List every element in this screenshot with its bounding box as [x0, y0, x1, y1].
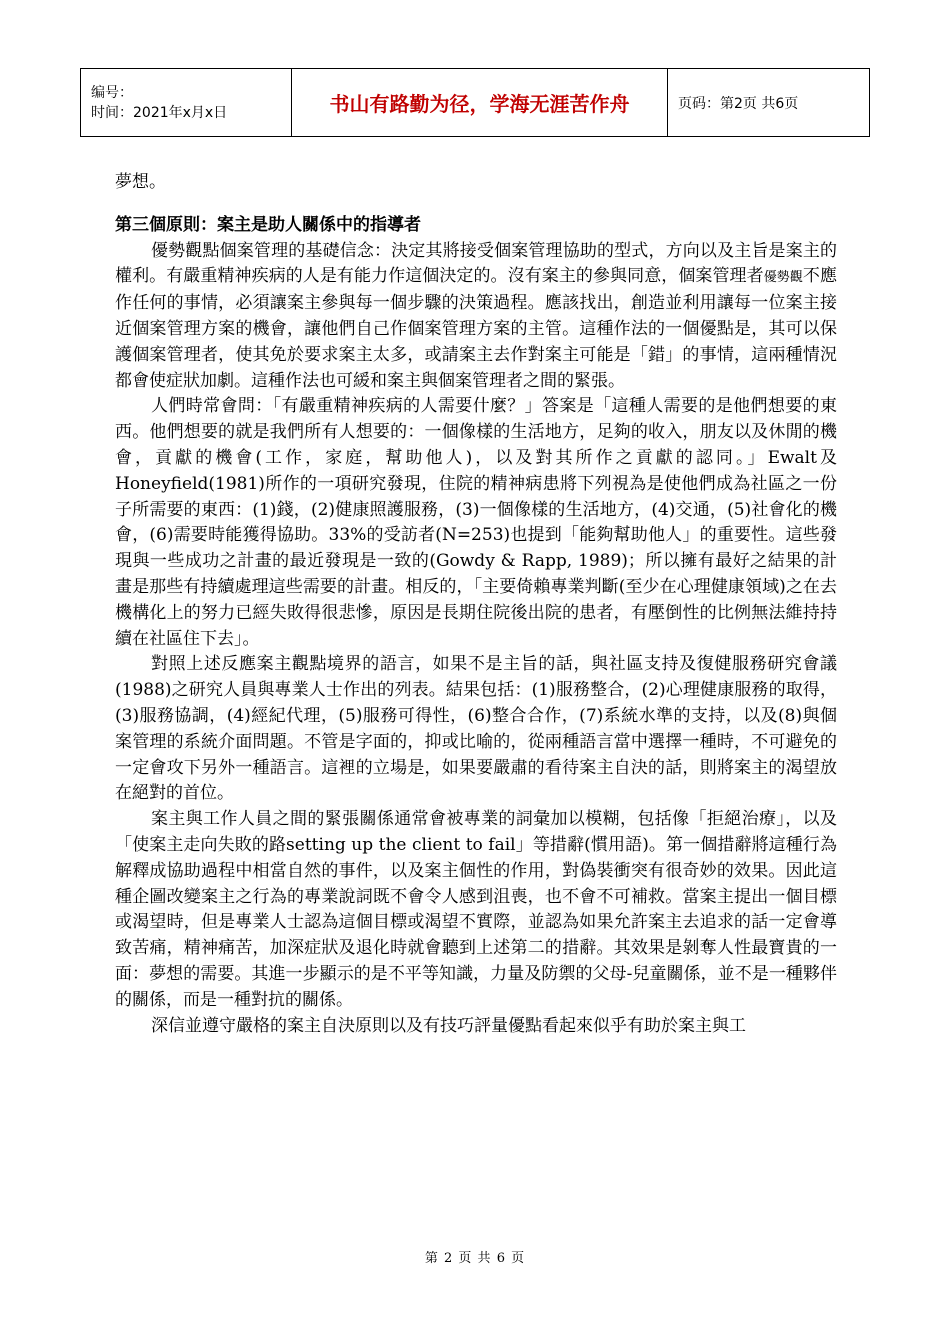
document-number: 编号：: [91, 84, 133, 101]
page-footer: 第 2 页 共 6 页: [424, 1251, 526, 1266]
paragraph: 人們時常會問：「有嚴重精神疾病的人需要什麼？」答案是「這種人需要的是他們想要的東西。他們想要的就是我們所有人想要的：一個像樣的生活地方，足夠的收入，朋友以及休閒的機會，貢獻的機會(工作，家庭，幫助他人)，以及對其所作之貢獻的認同。」Ewalt及Honeyfield(1981)所作的一項研究發現，住院的精神病患將下列視為是使他們成為社區之一份子所需要的東西：(1)錢，(2)健康照護服務，(3)一個像樣的生活地方，(4)交通，(5)社會化的機會，(6)需要時能獲得協助。33%的受訪者(N=253)也提到「能夠幫助他人」的重要性。這些發現與一些成功之計畫的最近發現是一致的(Gowdy & Rapp, 1989)；所以擁有最好之結果的計畫是那些有持續處理這些需要的計畫。相反的，「主要倚賴專業判斷(至少在心理健康領域)之在去機構化上的努力已經失敗得很悲慘，原因是長期住院後出院的患者，有壓倒性的比例無法維持持續在社區住下去」。: [115, 396, 837, 649]
paragraph: [115, 239, 837, 395]
paragraph-text: 不應作任何的事情，必須讓案主參與每一個步驟的決策過程。應該找出，創造並利用讓每一位案主接近個案管理方案的機會，讓他們自己作個案管理方案的主管。這種作法的一個優點是，其可以保護個案管理者，使其免於要求案主太多，或請案主去作對案主可能是「錯」的事情，這兩種情況都會使症狀加劇。這種作法也可緩和案主與個案管理者之間的緊張。: [115, 266, 837, 391]
header-meta-cell: [81, 69, 292, 137]
section-heading: 第三個原則：案主是助人關係中的指導者: [115, 214, 421, 235]
paragraph: 對照上述反應案主觀點境界的語言，如果不是主旨的話，與社區支持及復健服務研究會議(1988)之研究人員與專業人士作出的列表。結果包括：(1)服務整合，(2)心理健康服務的取得，(3)服務協調，(4)經紀代理，(5)服務可得性，(6)整合合作，(7)系統水準的支持，以及(8)與個案管理的系統介面問題。不管是字面的，抑或比喻的，從兩種語言當中選擇一種時，不可避免的一定會攻下另外一種語言。這裡的立場是，如果要嚴肅的看待案主自決的話，則將案主的渴望放在絕對的首位。: [115, 654, 837, 804]
page-header: [80, 68, 870, 137]
inline-small-text: 優勢觀: [763, 270, 803, 286]
paragraph-text: 優勢觀點個案管理的基礎信念：決定其將接受個案管理協助的型式，方向以及主旨是案主的權利。有嚴重精神疾病的人是有能力作這個決定的。沒有案主的參與同意，個案管理者: [115, 240, 837, 287]
document-time: 时间：2021年x月x日: [91, 104, 228, 121]
header-motto: 书山有路勤为径，学海无涯苦作舟: [292, 69, 668, 137]
paragraph: 深信並遵守嚴格的案主自決原則以及有技巧評量優點看起來似乎有助於案主與工: [151, 1015, 746, 1036]
header-page-number: 页码：第2页 共6页: [668, 69, 870, 137]
document-body: [115, 170, 837, 1039]
paragraph: 案主與工作人員之間的緊張關係通常會被專業的詞彙加以模糊，包括像「拒絕治療」，以及「使案主走向失敗的路setting up the client to fail」等措辭(慣用語)。第一個措辭將這種行為解釋成協助過程中相當自然的事件，以及案主個性的作用，對偽裝衝突有很奇妙的效果。因此這種企圖改變案主之行為的專業說詞既不會令人感到沮喪，也不會不可補救。當案主提出一個目標或渴望時，但是專業人士認為這個目標或渴望不實際，並認為如果允許案主去追求的話一定會導致苦痛，精神痛苦，加深症狀及退化時就會聽到上述第二的措辭。其效果是剝奪人性最寶貴的一面：夢想的需要。其進一步顯示的是不平等知識，力量及防禦的父母-兒童關係，並不是一種夥伴的關係，而是一種對抗的關係。: [115, 809, 837, 1010]
paragraph-continuation: 夢想。: [115, 172, 166, 192]
